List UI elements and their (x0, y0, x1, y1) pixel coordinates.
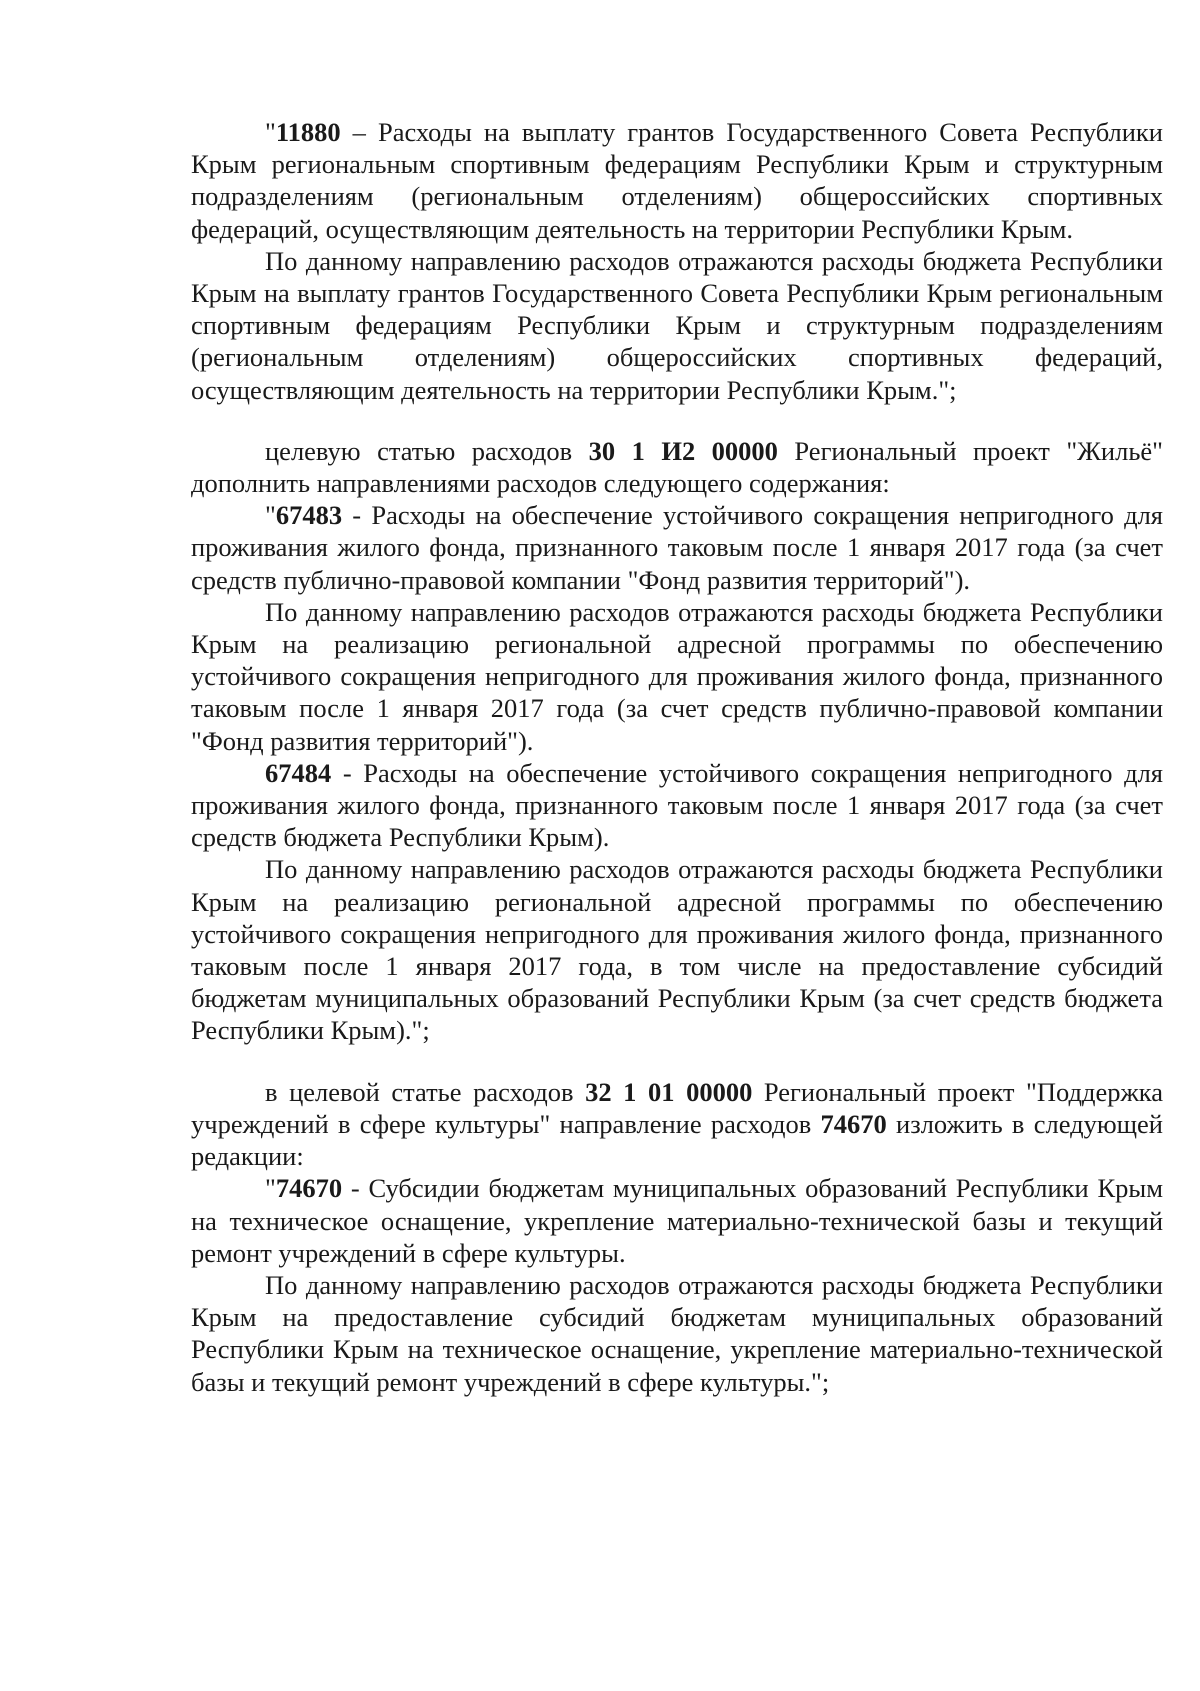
section-culture (191, 1076, 1163, 1398)
code-67483: 67483 (275, 500, 343, 531)
paragraph-67483-title: "67483 - Расходы на обеспечение устойчивого сокращения непригодного для проживания жилого фонда, признанного таковым после 1 января 2017 года (за счет средств публично-правовой компании "Фонд развития территорий"). (191, 500, 1163, 595)
paragraph-67483-description: По данному направлению расходов отражаются расходы бюджета Республики Крым на реализацию региональной адресной программы по обеспечению устойчивого сокращения непригодного для проживания жилого фонда, признанного таковым после 1 января 2017 года (за счет средств публично-правовой компании "Фонд развития территорий"). (191, 596, 1163, 756)
paragraph-11880-title: "11880 – Расходы на выплату грантов Государственного Совета Республики Крым региональным спортивным федерациям Республики Крым и структурным подразделениям (региональным отделениям) общероссийских спортивных федераций, осуществляющим деятельность на территории Республики Крым. (191, 117, 1163, 244)
section-grants (191, 116, 1163, 406)
document-page (191, 116, 1163, 1427)
code-32-1-01-00000: 32 1 01 00000 (585, 1076, 753, 1107)
section-housing (191, 435, 1163, 1047)
code-74670-ref: 74670 (820, 1108, 887, 1139)
code-74670: 74670 (275, 1173, 343, 1204)
paragraph-culture-intro: в целевой статье расходов 32 1 01 00000 Региональный проект "Поддержка учреждений в сфере культуры" направление расходов 74670 изложить в следующей редакции: (191, 1076, 1164, 1172)
paragraph-74670-description: По данному направлению расходов отражаются расходы бюджета Республики Крым на предоставление субсидий бюджетам муниципальных образований Республики Крым на техническое оснащение, укрепление материально-технической базы и текущий ремонт учреждений в сфере культуры."; (191, 1269, 1163, 1397)
code-11880: 11880 (275, 117, 341, 147)
paragraph-74670-title: "74670 - Субсидии бюджетам муниципальных образований Республики Крым на техническое оснащение, укрепление материально-технической базы и текущий ремонт учреждений в сфере культуры. (191, 1173, 1163, 1268)
code-67484: 67484 (265, 757, 332, 788)
paragraph-67484-description: По данному направлению расходов отражаются расходы бюджета Республики Крым на реализацию региональной адресной программы по обеспечению устойчивого сокращения непригодного для проживания жилого фонда, признанного таковым после 1 января 2017 года, в том числе на предоставление субсидий бюджетам муниципальных образований Республики Крым (за счет средств бюджета Республики Крым)."; (191, 854, 1163, 1046)
paragraph-67484-title: 67484 - Расходы на обеспечение устойчивого сокращения непригодного для проживания жилого фонда, признанного таковым после 1 января 2017 года (за счет средств бюджета Республики Крым). (191, 757, 1163, 853)
paragraph-11880-description: По данному направлению расходов отражаются расходы бюджета Республики Крым на выплату грантов Государственного Совета Республики Крым региональным спортивным федерациям Республики Крым и структурным подразделениям (региональным отделениям) общероссийских спортивных федераций, осуществляющим деятельность на территории Республики Крым."; (191, 245, 1163, 405)
paragraph-housing-intro: целевую статью расходов 30 1 И2 00000 Региональный проект "Жильё" дополнить направлениями расходов следующего содержания: (191, 435, 1163, 499)
code-30-1-i2-00000: 30 1 И2 00000 (588, 435, 778, 466)
